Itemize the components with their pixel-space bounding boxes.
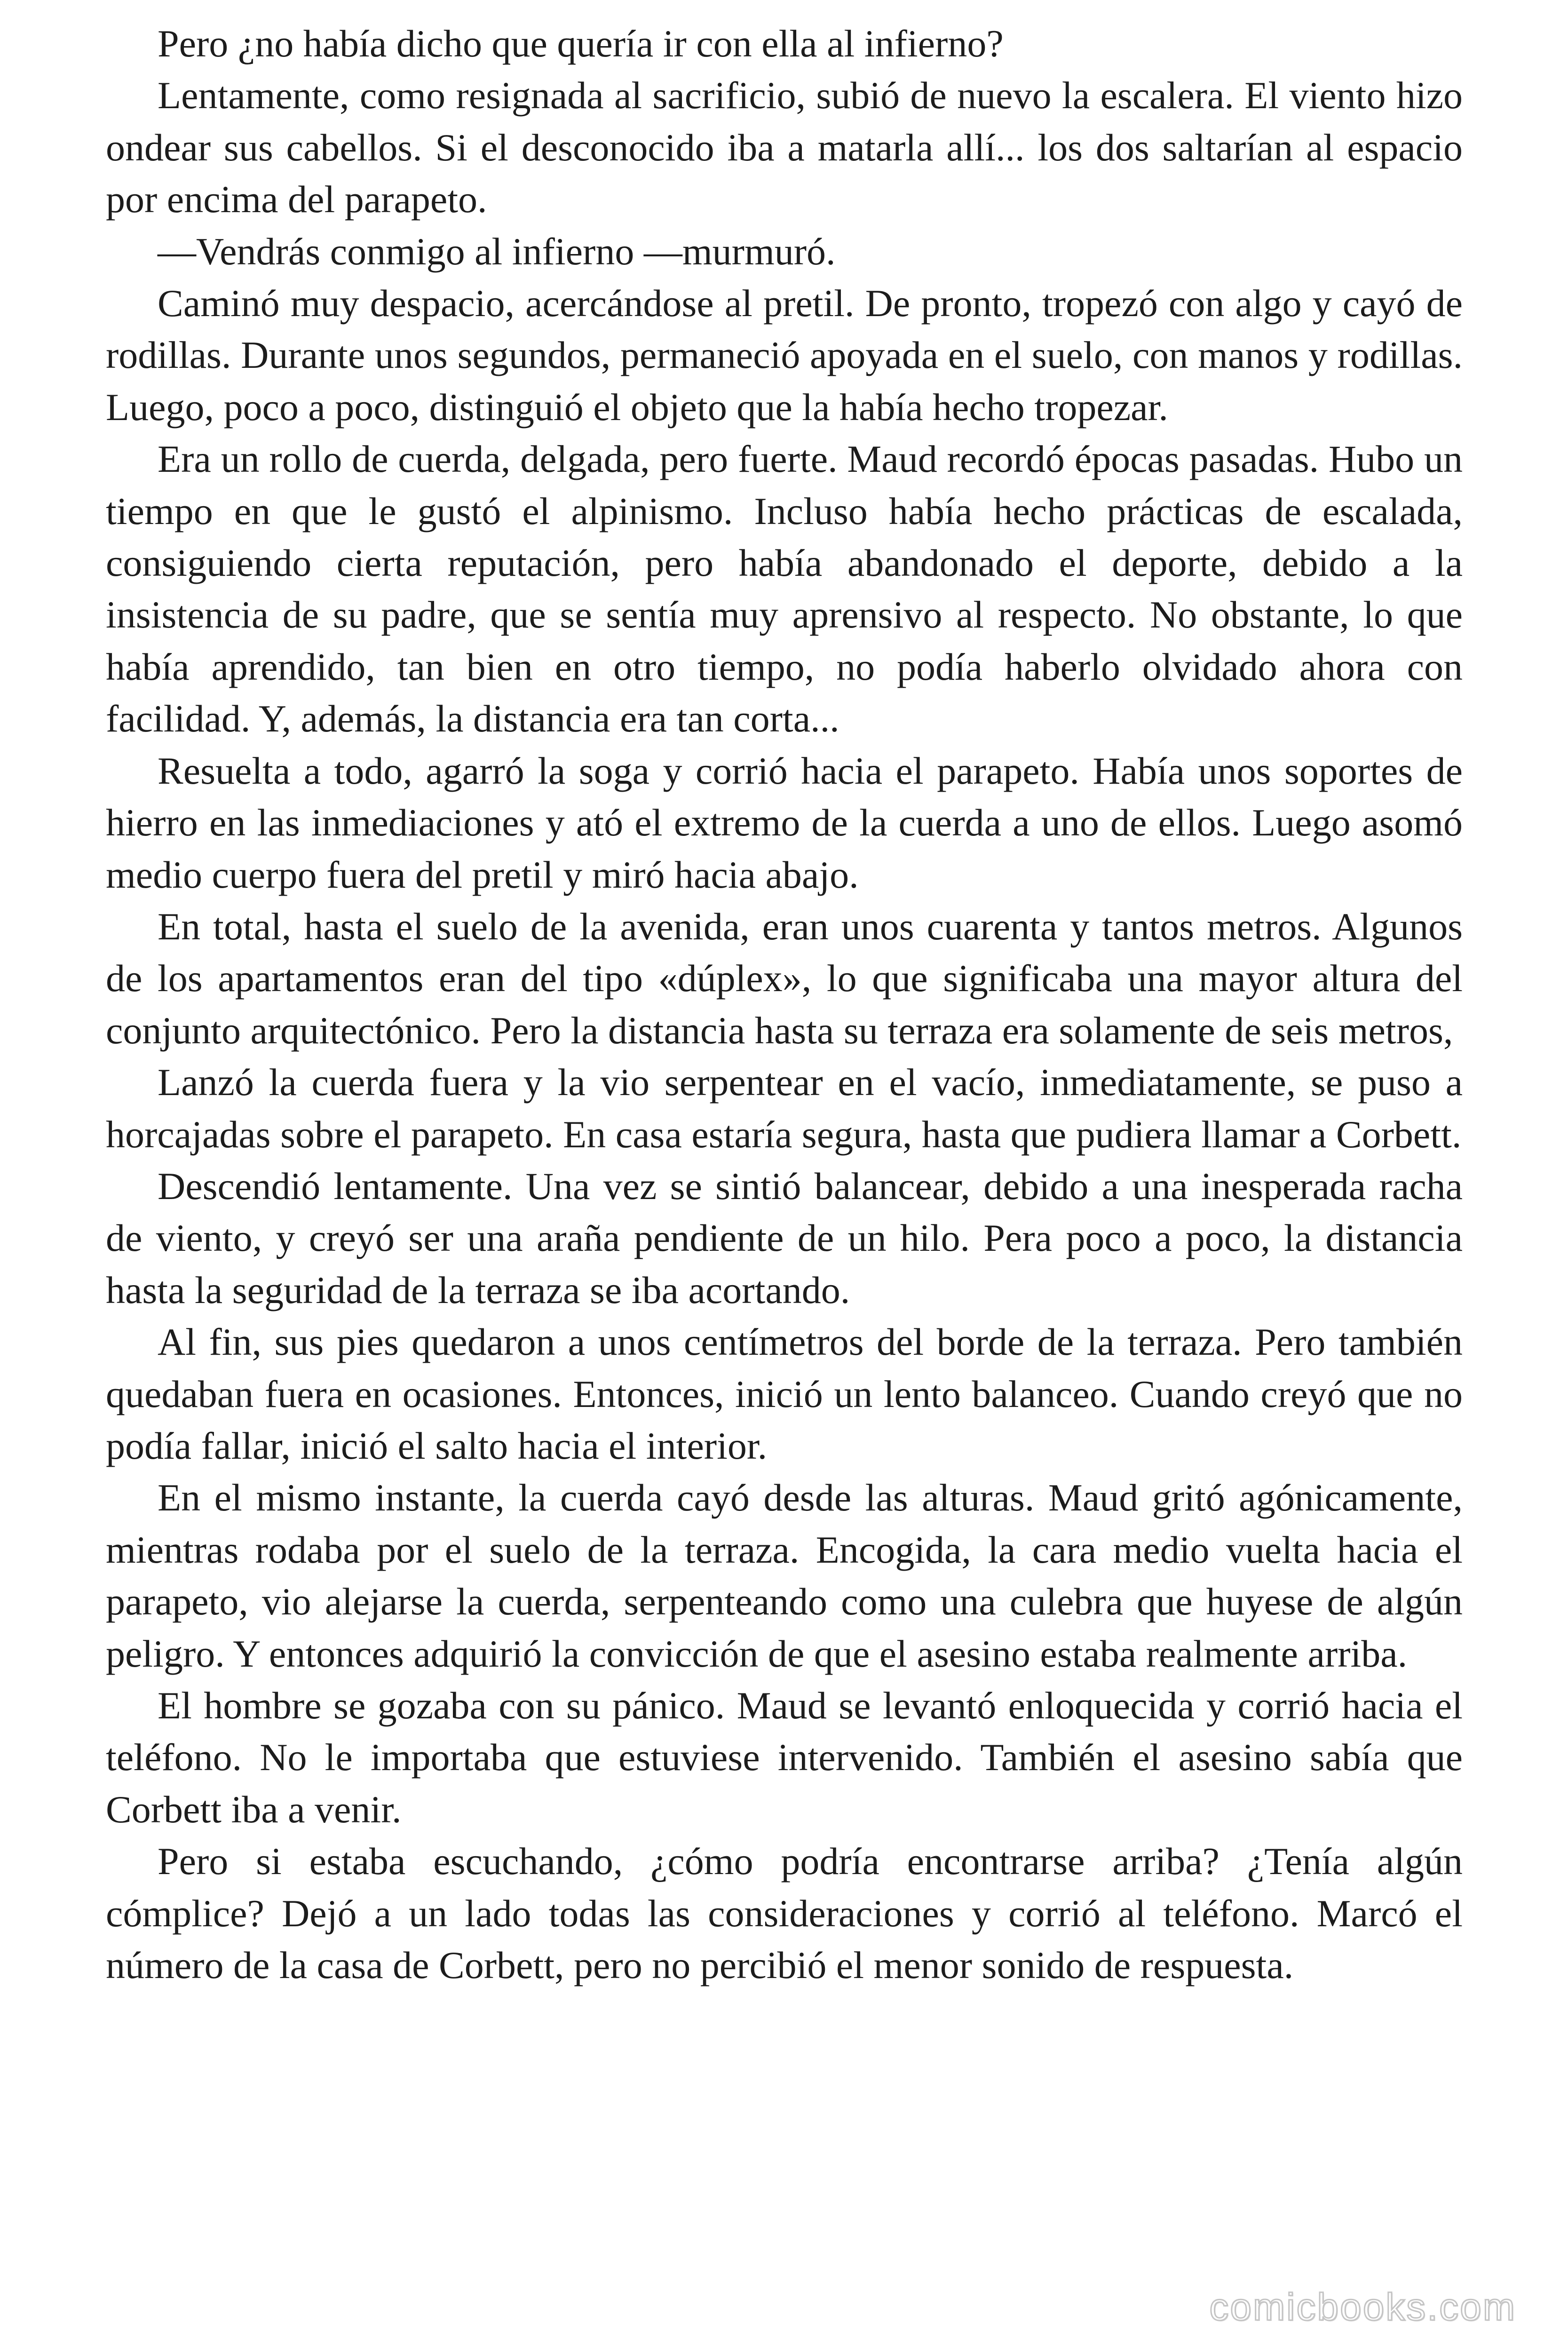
paragraph: En el mismo instante, la cuerda cayó desde las alturas. Maud gritó agónicamente, mientras rodaba por el suelo de la terraza. Encogida, la cara medio vuelta hacia el parapeto, vio alejarse la cuerda, serpenteando como una culebra que huyese de algún peligro. Y entonces adquirió la convicción de que el asesino estaba realmente arriba. [106, 1476, 1463, 1675]
paragraph: Lentamente, como resignada al sacrificio, subió de nuevo la escalera. El viento hizo ondear sus cabellos. Si el desconocido iba a matarla allí... los dos saltarían al espacio por encima del parapeto. [106, 74, 1463, 221]
paragraph: Pero ¿no había dicho que quería ir con ella al infierno? [158, 22, 1004, 65]
watermark: comicbooks.com [1209, 2286, 1516, 2328]
paragraph: El hombre se gozaba con su pánico. Maud se levantó enloquecida y corrió hacia el teléfono. No le importaba que estuviese intervenido. También el asesino sabía que Corbett iba a venir. [106, 1684, 1463, 1831]
page-body [106, 18, 1463, 1991]
paragraph: En total, hasta el suelo de la avenida, eran unos cuarenta y tantos metros. Algunos de los apartamentos eran del tipo «dúplex», lo que significaba una mayor altura del conjunto arquitectónico. Pero la distancia hasta su terraza era solamente de seis metros, [106, 905, 1463, 1052]
paragraph: Al fin, sus pies quedaron a unos centímetros del borde de la terraza. Pero también quedaban fuera en ocasiones. Entonces, inició un lento balanceo. Cuando creyó que no podía fallar, inició el salto hacia el interior. [106, 1320, 1463, 1467]
paragraph: Pero si estaba escuchando, ¿cómo podría encontrarse arriba? ¿Tenía algún cómplice? Dejó a un lado todas las consideraciones y corrió al teléfono. Marcó el número de la casa de Corbett, pero no percibió el menor sonido de respuesta. [106, 1840, 1463, 1987]
paragraph: Lanzó la cuerda fuera y la vio serpentear en el vacío, inmediatamente, se puso a horcajadas sobre el parapeto. En casa estaría segura, hasta que pudiera llamar a Corbett. [106, 1061, 1463, 1156]
paragraph: Caminó muy despacio, acercándose al pretil. De pronto, tropezó con algo y cayó de rodillas. Durante unos segundos, permaneció apoyada en el suelo, con manos y rodillas. Luego, poco a poco, distinguió el objeto que la había hecho tropezar. [106, 282, 1463, 429]
paragraph: Descendió lentamente. Una vez se sintió balancear, debido a una inesperada racha de viento, y creyó ser una araña pendiente de un hilo. Pera poco a poco, la distancia hasta la seguridad de la terraza se iba acortando. [106, 1164, 1463, 1311]
paragraph: Resuelta a todo, agarró la soga y corrió hacia el parapeto. Había unos soportes de hierro en las inmediaciones y ató el extremo de la cuerda a uno de ellos. Luego asomó medio cuerpo fuera del pretil y miró hacia abajo. [106, 749, 1463, 896]
paragraph: Era un rollo de cuerda, delgada, pero fuerte. Maud recordó épocas pasadas. Hubo un tiempo en que le gustó el alpinismo. Incluso había hecho prácticas de escalada, consiguiendo cierta reputación, pero había abandonado el deporte, debido a la insistencia de su padre, que se sentía muy aprensivo al respecto. No obstante, lo que había aprendido, tan bien en otro tiempo, no podía haberlo olvidado ahora con facilidad. Y, además, la distancia era tan corta... [106, 437, 1463, 740]
paragraph: —Vendrás conmigo al infierno —murmuró. [158, 230, 836, 273]
